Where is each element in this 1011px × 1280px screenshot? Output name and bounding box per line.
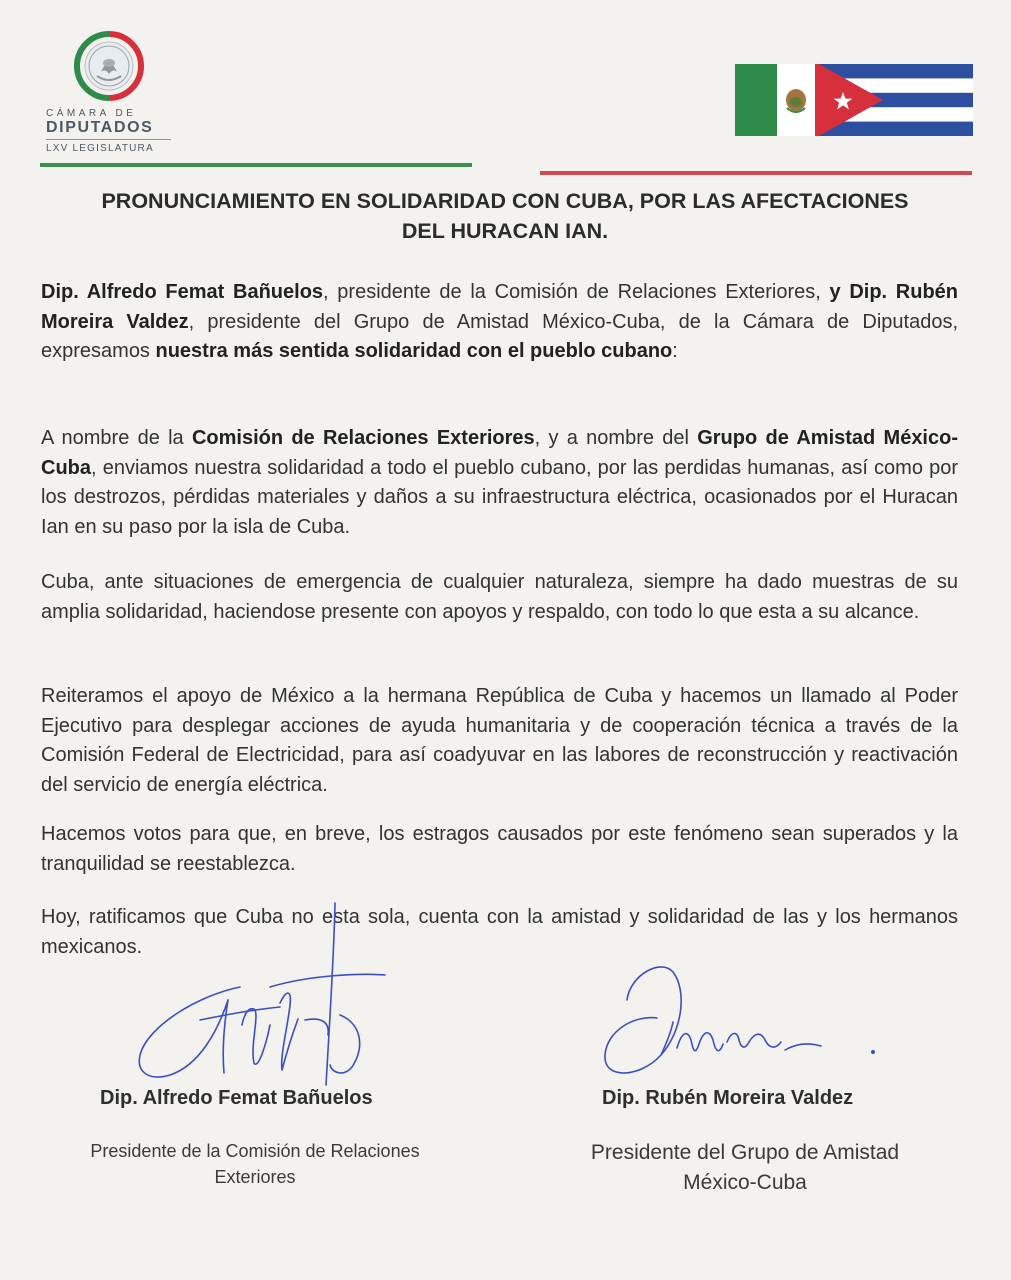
chamber-logo: [40, 28, 190, 158]
p2-commission: Comisión de Relaciones Exteriores: [191, 427, 535, 449]
header-bar-green: [40, 163, 472, 167]
title-line-2: DEL HURACAN IAN.: [401, 219, 609, 243]
paragraph-3: Cuba, ante situaciones de emergencia de cualquier naturaleza, siempre ha dado muestras de su amplia solidaridad, haciendose presente con apoyos y respaldo, con todo lo que esta a su alcance.: [41, 571, 958, 623]
p2-text-2: , y a nombre del: [534, 427, 698, 449]
paragraph-2: [41, 424, 958, 542]
cuba-flag-icon: [819, 64, 973, 136]
role-right-line-2: México-Cuba: [683, 1171, 807, 1194]
logo-divider: [46, 139, 171, 140]
role-left-line-1: Presidente de la Comisión de Relaciones: [90, 1141, 420, 1161]
signatory-role-left: [40, 1138, 470, 1190]
signatory-role-right: [540, 1138, 950, 1198]
logo-line-diputados: DIPUTADOS: [46, 119, 154, 136]
paragraph-1: [41, 278, 958, 367]
p2-text-3: , enviamos nuestra solidaridad a todo el pueblo cubano, por las perdidas humanas, así como por los destrozos, pérdidas materiales y daños a su infraestructura eléctrica, ocasionados por el Huracan Ian en su paso por la isla de Cuba.: [41, 456, 958, 538]
signatory-name-right: Dip. Rubén Moreira Valdez: [602, 1087, 854, 1109]
p2-friendship-group: Grupo de Amistad México-Cuba: [41, 427, 958, 479]
role-right-line-1: Presidente del Grupo de Amistad: [590, 1141, 900, 1164]
p2-text-1: A nombre de la: [41, 427, 192, 449]
p1-name-moreira: y Dip. Rubén Moreira Valdez: [41, 281, 958, 333]
paragraph-6: Hoy, ratificamos que Cuba no esta sola, cuenta con la amistad y solidaridad de las y los hermanos mexicanos.: [41, 906, 958, 958]
flags-group: [735, 64, 973, 136]
title-line-1: PRONUNCIAMIENTO EN SOLIDARIDAD CON CUBA, POR LAS AFECTACIONES: [101, 189, 909, 213]
chamber-seal-icon: [73, 30, 145, 102]
header-bar-red: [540, 171, 972, 175]
document-title: [40, 186, 970, 246]
signatory-name-left: Dip. Alfredo Femat Bañuelos: [100, 1087, 373, 1109]
role-left-line-2: Exteriores: [214, 1167, 296, 1187]
p1-text-1: , presidente de la Comisión de Relaciones Exteriores,: [323, 281, 830, 303]
mexico-flag-icon: [735, 64, 819, 136]
logo-line-camara: CÁMARA DE: [46, 108, 137, 119]
p1-name-femat: Dip. Alfredo Femat Bañuelos: [41, 281, 324, 303]
p1-text-2: , presidente del Grupo de Amistad México-Cuba, de la Cámara de Diputados, expresamos: [41, 310, 959, 362]
paragraph-5: Hacemos votos para que, en breve, los estragos causados por este fenómeno sean superados y la tranquilidad se reestablezca.: [41, 823, 958, 875]
p1-colon: :: [672, 340, 678, 362]
logo-line-legislatura: LXV LEGISLATURA: [46, 143, 154, 154]
handwritten-signature-icon: [130, 895, 390, 1095]
paragraph-4: Reiteramos el apoyo de México a la hermana República de Cuba y hacemos un llamado al Poder Ejecutivo para desplegar acciones de ayuda humanitaria y de cooperación técnica a través de la Comisión Federal de Electricidad, para así coadyuvar en las labores de reconstrucción y reactivación del servicio de energía eléctrica.: [41, 685, 958, 796]
p1-emphasis: nuestra más sentida solidaridad con el pueblo cubano: [155, 340, 673, 362]
handwritten-signature-icon: [595, 960, 885, 1085]
